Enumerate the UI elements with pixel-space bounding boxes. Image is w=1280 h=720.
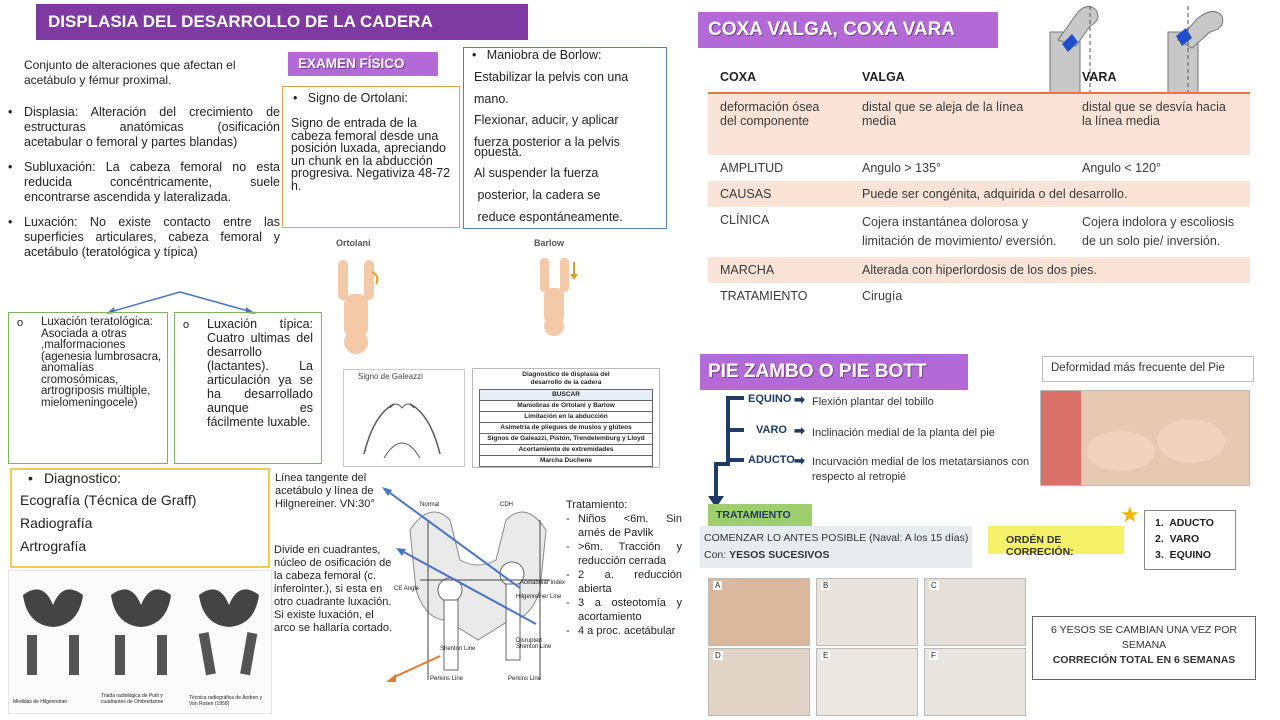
tratamiento-item: - Niños <6m. Sin arnés de Pavlik xyxy=(566,513,682,539)
orden-correccion-list xyxy=(1144,510,1236,570)
xray-label-ce-angle: CE Angle xyxy=(394,586,420,592)
deformidad-label: Deformidad más frecuente del Pie xyxy=(1051,362,1225,374)
equino-text: Flexión plantar del tobillo xyxy=(812,396,934,408)
pelvis-diagram-1 xyxy=(13,575,93,685)
yesos-photo-grid xyxy=(708,578,1024,714)
diagnostico-displasia-table xyxy=(472,368,660,468)
pie-tratamiento-label-box xyxy=(708,504,812,526)
coxa-table-grid xyxy=(708,64,1250,309)
tratamiento-list xyxy=(566,512,682,638)
definition-displasia: • Displasia: Alteración del crecimiento de estructuras anatómicas (osificación acetabular o femoral y partes blandas) xyxy=(8,105,280,149)
star-icon: ★ xyxy=(1120,502,1140,527)
barlow-line-1: Estabilizar la pelvis con una xyxy=(474,70,629,84)
pie-zambo-title: PIE ZAMBO O PIE BOTT xyxy=(708,361,927,382)
examen-fisico-title: EXAMEN FÍSICO xyxy=(298,56,405,71)
galeazzi-label: Signo de Galeazzi xyxy=(358,372,423,381)
coxa-table-header xyxy=(708,64,1250,93)
barlow-line-2: mano. xyxy=(474,92,509,106)
yeso-photo-e: E xyxy=(816,648,918,716)
xray-label-perkins-2: Perkins Line xyxy=(508,676,542,682)
barlow-line-4: fuerza posterior a la pelvis xyxy=(474,135,620,149)
barlow-line-3: Flexionar, aducir, y aplicar xyxy=(474,113,619,127)
varo-label: VARO xyxy=(756,424,787,436)
yeso-photo-b: B xyxy=(816,578,918,646)
diagnostico-row: Maniobras de Ortolani y Barlow xyxy=(480,401,652,412)
coxa-header-coxa: COXA xyxy=(708,64,850,93)
barlow-line-6: Al suspender la fuerza xyxy=(474,166,599,180)
xray-label-perkins-1: Perkins Line xyxy=(430,676,464,682)
yesos-info-box xyxy=(1032,616,1256,680)
deformidad-label-box xyxy=(1042,356,1254,382)
coxa-header-vara: VARA xyxy=(1070,64,1250,93)
xray-label-normal: Normal xyxy=(420,502,440,508)
definition-subluxacion: • Subluxación: La cabeza femoral no esta reducida concéntricamente, suele encontrarse ascendida y lateralizada. xyxy=(8,160,280,204)
ortolani-illustration xyxy=(320,238,390,360)
pie-zambo-banner xyxy=(700,354,968,390)
equino-arrow-icon: ➡ xyxy=(794,392,805,407)
definitions-list xyxy=(8,105,280,260)
xray-label-hilgenreiner-line: Hilgenreiner Line xyxy=(516,594,562,600)
orden-correccion-box xyxy=(988,526,1124,558)
coxa-header-valga: VALGA xyxy=(850,64,1070,93)
main-title-banner xyxy=(36,4,528,40)
pointer-arrows xyxy=(380,484,560,694)
luxacion-tipica-box: o Luxación típica: Cuatro ultimas del desarrollo (lactantes). La articulación ya se ha desarrollado aunque es fácilmente luxable. xyxy=(174,312,322,464)
luxacion-teratologica-box: o Luxación teratológica: Asociada a otras ,malformaciones (agenesia lumbrosacra, anomalías cromosómicas, artrogriposis múltiple, mielomeningocele) xyxy=(8,312,168,464)
coxa-row-marcha: MARCHA Alterada con hiperlordosis de los dos pies. xyxy=(708,257,1250,283)
coxa-banner xyxy=(698,12,998,48)
xray-caption-1: Medidas de Hilgenreiner xyxy=(13,699,68,705)
coxa-row-clinica: CLÍNICA Cojera instantánea dolorosa y limitación de movimiento/ eversión. Cojera indolora y escoliosis de un solo pie/ inversión. xyxy=(720,213,1235,248)
pie-zambo-photo xyxy=(1040,390,1250,486)
varo-text: Inclinación medial de la planta del pie xyxy=(812,427,995,439)
xray-label-disrupted-shenton: Disrupted Shenton Line xyxy=(516,638,552,650)
barlow-line-5: opuesta. xyxy=(474,145,522,159)
xray-diagrams-panel xyxy=(8,570,272,714)
yeso-photo-f: F xyxy=(924,648,1026,716)
tratamiento-displasia xyxy=(566,498,682,638)
aducto-text: Incurvación medial de los metatarsianos con respecto al retropié xyxy=(812,456,1030,483)
xray-label-cdh: CDH xyxy=(500,502,513,508)
tratamiento-item: - >6m. Tracción y reducción cerrada xyxy=(566,541,682,567)
xray-caption-3: Técnica radiográfica de Andren y Von Rosen (1958) xyxy=(189,695,263,707)
pie-branch-lines xyxy=(700,392,820,510)
diagnostico-box xyxy=(10,468,270,568)
barlow-illustration-label: Barlow xyxy=(534,238,565,248)
equino-label: EQUINO xyxy=(748,393,792,405)
cuadrantes-text: Divide en cuadrantes, núcleo de osificación de la cabeza femoral (c. inferointer.), si esta en otro cuadrante luxación. Si existe luxación, el arco se hallaría cortado. xyxy=(274,544,393,634)
ortolani-box xyxy=(282,86,460,228)
intro-text: Conjunto de alteraciones que afectan el acetábulo y fémur proximal. xyxy=(24,58,236,87)
diagnostico-item-artrografia: Artrografía xyxy=(20,538,87,554)
diagnostico-row: Marcha Duchene xyxy=(539,457,593,464)
barlow-line-7: posterior, la cadera se xyxy=(474,188,601,202)
ortolani-illustration-label: Ortolani xyxy=(336,238,371,248)
diagnostico-item-ecografia: Ecografía (Técnica de Graff) xyxy=(20,492,197,508)
varo-arrow-icon: ➡ xyxy=(794,423,805,438)
barlow-box xyxy=(463,47,667,229)
barlow-line-8: reduce espontáneamente. xyxy=(474,210,623,224)
xray-label-acetabular-index: Acetabular Index xyxy=(520,580,566,586)
orden-item-1: 1. ADUCTO xyxy=(1155,517,1214,529)
luxacion-tipica-text: Luxación típica: Cuatro ultimas del desarrollo (lactantes). La articulación ya se ha desarrollado aunque es fácilmente luxable. xyxy=(207,317,313,429)
ortolani-title: • Signo de Ortolani: xyxy=(293,91,408,105)
yesos-line-2: CORRECIÓN TOTAL EN 6 SEMANAS xyxy=(1052,654,1236,666)
diagnostico-table-rows xyxy=(479,389,653,467)
yeso-photo-d: D xyxy=(708,648,810,716)
coxa-row-deformacion: deformación ósea del componente distal que se aleja de la línea media distal que se desvía hacia la línea media xyxy=(708,93,1250,155)
hilgenreiner-text: Línea tangente del acetábulo y línea de Hilgnereiner. VN:30° xyxy=(275,472,375,510)
diagnostico-table-title: Diagnostico de displasia del desarrollo de la cadera xyxy=(522,371,610,386)
tratamiento-item: - 3 a osteotomía y acortamiento xyxy=(566,597,682,623)
yesos-line-1: 6 YESOS SE CAMBIAN UNA VEZ POR SEMANA xyxy=(1051,624,1237,651)
tratamiento-title: Tratamiento: xyxy=(566,499,628,511)
orden-correccion-label: ORDÉN DE CORRECIÓN: xyxy=(1006,534,1074,558)
barlow-illustration xyxy=(526,238,586,338)
coxa-table xyxy=(708,64,1250,309)
yeso-photo-a: A xyxy=(708,578,810,646)
diagnostico-row: Limitación en la abducción xyxy=(480,412,652,423)
aducto-arrow-icon: ➡ xyxy=(794,453,805,468)
tratamiento-item: - 4 a proc. acetábular xyxy=(566,625,676,637)
aducto-label: ADUCTO xyxy=(748,454,795,466)
pie-tratamiento-box xyxy=(700,526,972,568)
pelvis-diagram-3 xyxy=(189,575,269,685)
diagnostico-item-radiografia: Radiografía xyxy=(20,515,93,531)
pie-tratamiento-label: TRATAMIENTO xyxy=(716,509,791,521)
orden-item-3: 3. EQUINO xyxy=(1155,549,1212,561)
diagnostico-row: Asimetría de pliegues de muslos y glúteos xyxy=(480,423,652,434)
ortolani-text: Signo de entrada de la cabeza femoral desde una posición luxada, apreciando un chunk en la abducción progresiva. Negativiza 48-72 h. xyxy=(291,116,451,193)
luxacion-teratologica-text: Luxación teratológica: Asociada a otras ,malformaciones (agenesia lumbrosacra, anomalías cromosómicas, artrogriposis múltiple, mielomeningocele) xyxy=(41,316,162,409)
examen-fisico-banner xyxy=(288,52,438,76)
tratamiento-item: - 2 a. reducción abierta xyxy=(566,569,682,595)
barlow-title: • Maniobra de Borlow: xyxy=(472,48,602,62)
orden-item-2: 2. VARO xyxy=(1155,533,1200,545)
definition-luxacion: • Luxación: No existe contacto entre las superficies articulares, cabeza femoral y acetábulo (teratológica y típica) xyxy=(8,215,280,259)
coxa-title: COXA VALGA, COXA VARA xyxy=(708,19,956,40)
diagnostico-row: BUSCAR xyxy=(480,390,652,401)
galeazzi-panel xyxy=(343,369,465,467)
diagnostico-row: Signos de Galeazzi, Pistón, Trendelemburg y Lloyd xyxy=(480,434,652,445)
yeso-photo-c: C xyxy=(924,578,1026,646)
pelvis-diagram-2 xyxy=(101,575,181,685)
main-title: DISPLASIA DEL DESARROLLO DE LA CADERA xyxy=(48,12,433,31)
xray-label-shenton-line: Shenton Line xyxy=(440,646,476,652)
coxa-row-tratamiento: TRATAMIENTO Cirugía xyxy=(720,289,903,303)
diagnostico-title: • Diagnostico: xyxy=(28,470,122,486)
diagnostico-row: Acortamiento de extremidades xyxy=(480,445,652,456)
coxa-row-amplitud: AMPLITUD Angulo > 135° Angulo < 120° xyxy=(720,161,1162,175)
pie-tratamiento-line-1: COMENZAR LO ANTES POSIBLE (Naval: A los 15 días) xyxy=(704,532,969,544)
pie-tratamiento-line-2: Con: YESOS SUCESIVOS xyxy=(704,549,830,561)
coxa-row-causas: CAUSAS Puede ser congénita, adquirida o del desarrollo. xyxy=(708,181,1250,207)
xray-caption-2: Triada radiológica de Putti y cuadrantes de Ombredanne xyxy=(101,693,164,705)
